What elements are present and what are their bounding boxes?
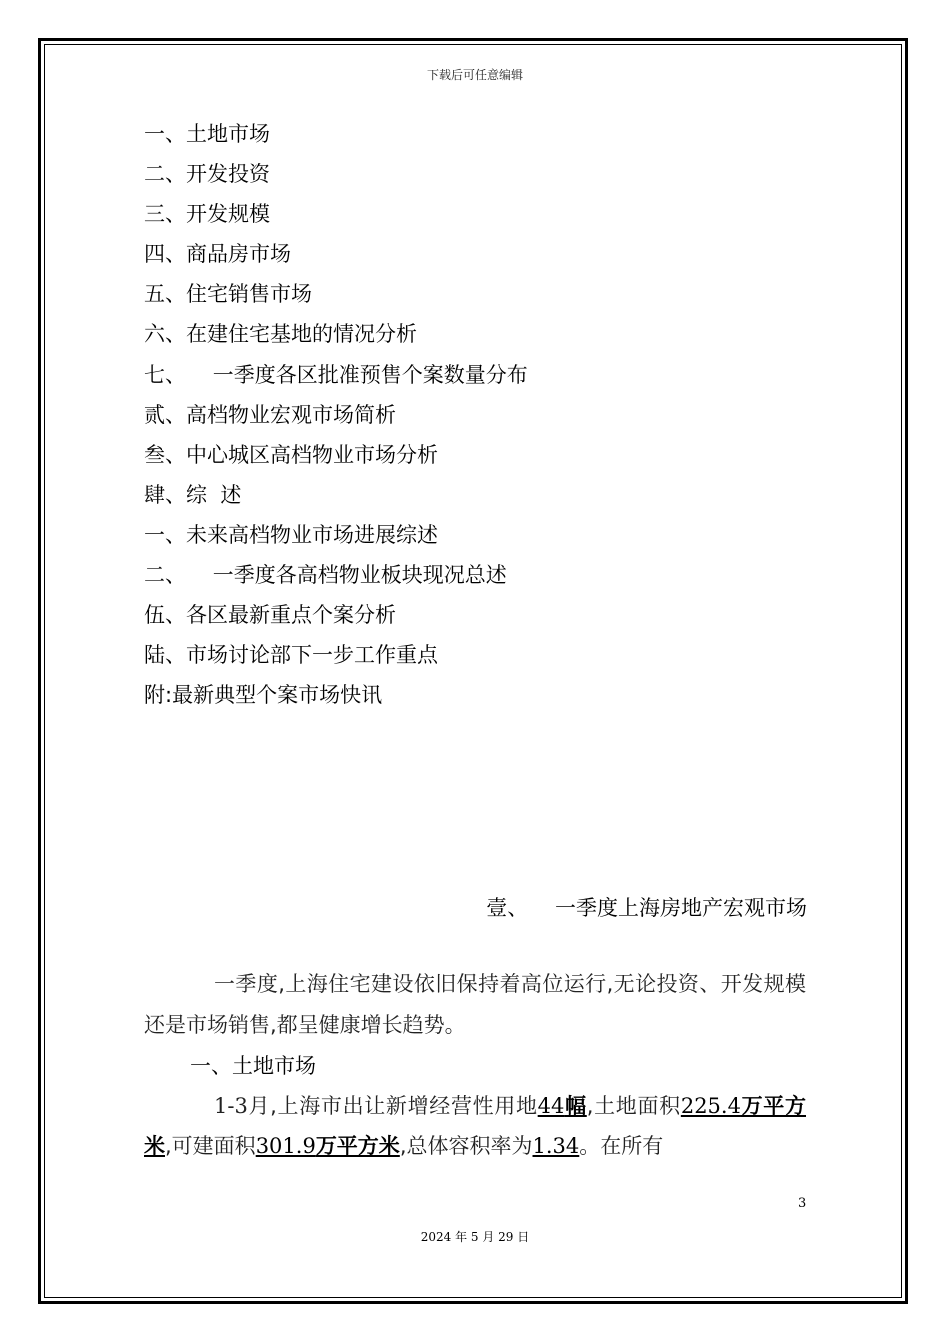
build-area-figure <box>256 1134 400 1158</box>
intro-paragraph: 一季度,上海住宅建设依旧保持着高位运行,无论投资、开发规模还是市场销售,都呈健康增长趋势。 <box>144 972 806 1037</box>
toc-item: 四、商品房市场 <box>144 242 291 267</box>
land-area-unit: 万平方米 <box>144 1094 806 1158</box>
build-area-unit: 万平方米 <box>315 1134 400 1158</box>
plots-figure <box>538 1094 587 1118</box>
footer-date: 2024 年 5 月 29 日 <box>420 1230 530 1244</box>
section-heading: 壹、 一季度上海房地产宏观市场 <box>486 896 807 920</box>
paragraph-text: ,土地面积 <box>586 1094 681 1118</box>
plots-unit: 幅 <box>564 1094 587 1118</box>
plot-ratio-value: 1.34 <box>532 1134 580 1158</box>
toc-item: 一、未来高档物业市场进展综述 <box>144 522 438 547</box>
paragraph-text: ,总体容积率为 <box>399 1134 533 1158</box>
paragraph-text: 。在所有 <box>579 1134 664 1158</box>
toc-item: 伍、各区最新重点个案分析 <box>144 603 396 628</box>
land-market-heading: 一、土地市场 <box>190 1054 316 1078</box>
toc-item: 贰、高档物业宏观市场简析 <box>144 402 396 427</box>
toc-item: 七、 一季度各区批准预售个案数量分布 <box>144 362 528 387</box>
toc-item: 三、开发规模 <box>144 202 270 227</box>
header-note: 下载后可任意编辑 <box>426 68 523 82</box>
months-range: 1-3 <box>214 1094 248 1118</box>
paragraph-text: 月,上海市出让新增经营性用地 <box>247 1094 538 1118</box>
paragraph-text: ,可建面积 <box>165 1134 256 1158</box>
toc-item: 二、 一季度各高档物业板块现况总述 <box>144 563 507 588</box>
land-market-paragraph <box>144 1086 806 1166</box>
table-of-contents <box>144 114 528 715</box>
land-area-value: 225.4 <box>680 1094 741 1118</box>
toc-item: 五、住宅销售市场 <box>144 282 312 307</box>
toc-item: 肆、综 述 <box>144 482 242 507</box>
toc-item: 一、土地市场 <box>144 122 270 146</box>
toc-item: 陆、市场讨论部下一步工作重点 <box>144 643 438 668</box>
plot-ratio-figure <box>533 1134 580 1158</box>
build-area-value: 301.9 <box>255 1134 316 1158</box>
page-number: 3 <box>798 1196 807 1211</box>
toc-item: 六、在建住宅基地的情况分析 <box>144 322 417 347</box>
plots-value: 44 <box>537 1094 565 1118</box>
toc-item: 附:最新典型个案市场快讯 <box>144 683 383 708</box>
toc-item: 二、开发投资 <box>144 162 270 187</box>
toc-item: 叁、中心城区高档物业市场分析 <box>144 442 438 467</box>
